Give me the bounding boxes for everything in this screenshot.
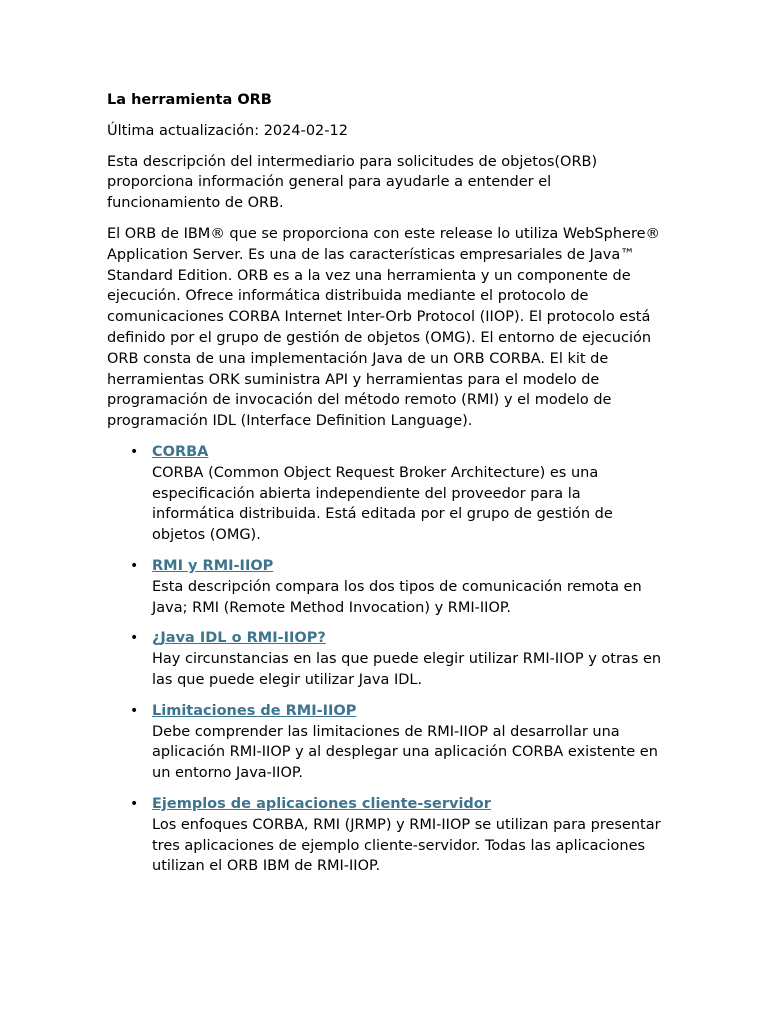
topic-link-java-idl[interactable]: ¿Java IDL o RMI-IIOP? bbox=[152, 630, 326, 647]
document-content bbox=[107, 90, 667, 887]
topic-description: Debe comprender las limitaciones de RMI-IIOP al desarrollar una aplicación RMI-IIOP y al desplegar una aplicación CORBA existente en un entorno Java-IIOP. bbox=[152, 723, 658, 782]
list-item bbox=[130, 628, 667, 690]
topic-link-examples[interactable]: Ejemplos de aplicaciones cliente-servidor bbox=[152, 795, 491, 812]
bullet-icon: • bbox=[130, 443, 139, 460]
last-updated: Última actualización: 2024-02-12 bbox=[107, 122, 348, 139]
topic-description: Los enfoques CORBA, RMI (JRMP) y RMI-IIOP se utilizan para presentar tres aplicaciones de ejemplo cliente-servidor. Todas las aplicaciones utilizan el ORB IBM de RMI-IIOP. bbox=[152, 816, 661, 875]
list-item bbox=[130, 701, 667, 784]
list-item bbox=[130, 556, 667, 618]
bullet-icon: • bbox=[130, 795, 139, 812]
topic-link-rmi-iiop[interactable]: RMI y RMI-IIOP bbox=[152, 557, 274, 574]
topic-description: Esta descripción compara los dos tipos de comunicación remota en Java; RMI (Remote Method Invocation) y RMI-IIOP. bbox=[152, 578, 642, 616]
topic-description: Hay circunstancias en las que puede elegir utilizar RMI-IIOP y otras en las que puede elegir utilizar Java IDL. bbox=[152, 651, 662, 688]
topic-list bbox=[107, 442, 667, 877]
bullet-icon: • bbox=[130, 630, 139, 647]
topic-link-corba[interactable]: CORBA bbox=[152, 443, 209, 460]
body-paragraph: El ORB de IBM® que se proporciona con este release lo utiliza WebSphere® Application Server. Es una de las características empresariales de Java™ Standard Edition. ORB es a la vez una herramienta y un componente de ejecución. Ofrece informática distribuida mediante el protocolo de comunicaciones CORBA Internet Inter-Orb Protocol (IIOP). El protocolo está definido por el grupo de gestión de objetos (OMG). El entorno de ejecución ORB consta de una implementación Java de un ORB CORBA. El kit de herramientas ORK suministra API y herramientas para el modelo de programación de invocación del método remoto (RMI) y el modelo de programación IDL (Interface Definition Language). bbox=[107, 225, 661, 430]
list-item bbox=[130, 442, 667, 546]
page-title: La herramienta ORB bbox=[107, 92, 272, 108]
bullet-icon: • bbox=[130, 557, 139, 574]
intro-paragraph: Esta descripción del intermediario para solicitudes de objetos(ORB) proporciona información general para ayudarle a entender el funcionamiento de ORB. bbox=[107, 153, 598, 212]
list-item bbox=[130, 794, 667, 877]
topic-link-limitations[interactable]: Limitaciones de RMI-IIOP bbox=[152, 702, 357, 719]
topic-description: CORBA (Common Object Request Broker Architecture) es una especificación abierta independiente del proveedor para la informática distribuida. Está editada por el grupo de gestión de objetos (OMG). bbox=[152, 464, 613, 544]
bullet-icon: • bbox=[130, 702, 139, 719]
